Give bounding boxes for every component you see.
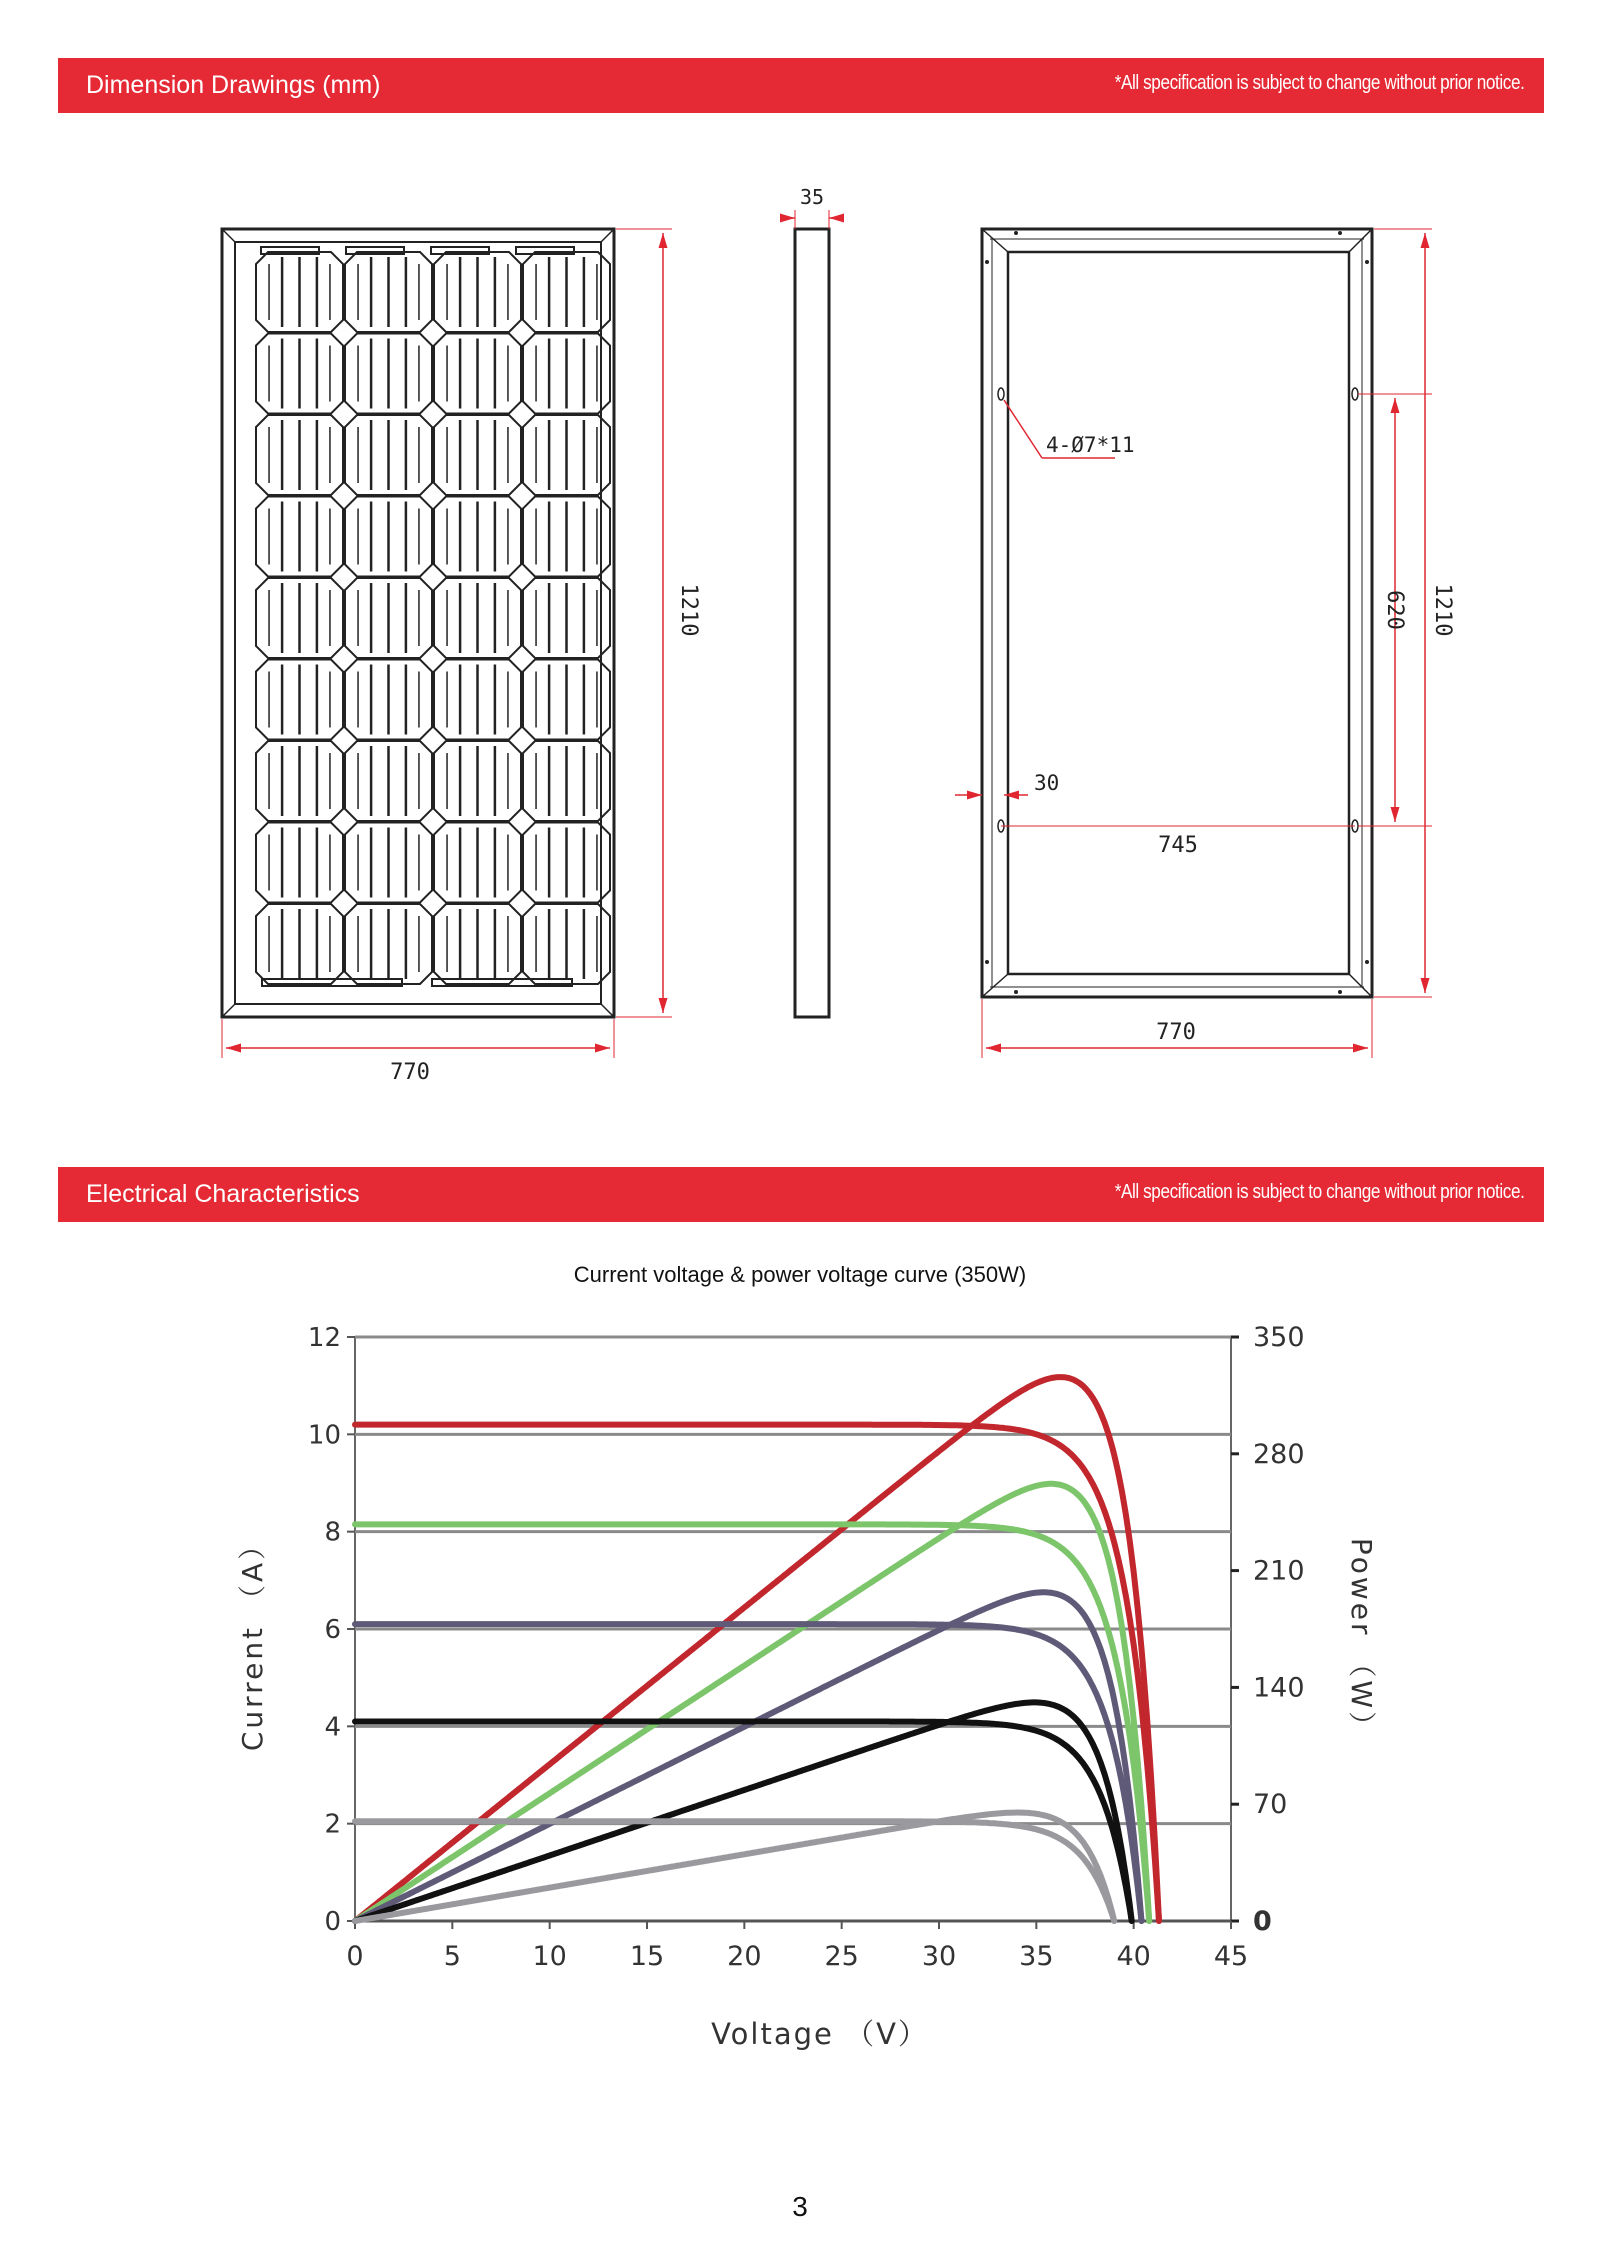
back-height-label: 1210 [1430, 583, 1455, 637]
y2-tick-label: 70 [1253, 1789, 1288, 1821]
pv-curve [355, 1592, 1142, 1921]
x-tick-label: 10 [532, 1941, 567, 1972]
x-tick-label: 40 [1116, 1941, 1151, 1972]
back-width-label: 770 [1156, 1020, 1196, 1045]
back-dimensions [955, 229, 1455, 1058]
iv-pv-chart [236, 1322, 1378, 2051]
side-view-drawing [780, 185, 844, 1017]
y-tick-label: 0 [324, 1907, 341, 1937]
front-height-label: 1210 [676, 583, 701, 637]
chart-title: Current voltage & power voltage curve (350W) [573, 1262, 1027, 1287]
mounting-hole [1352, 388, 1358, 400]
x-tick-label: 25 [824, 1941, 859, 1972]
front-width-label: 770 [390, 1060, 430, 1085]
solar-cell-grid [256, 247, 610, 986]
section-notice: *All specification is subject to change without prior notice. [1114, 1181, 1524, 1203]
front-width-dimension [222, 1019, 614, 1085]
y-tick-label: 12 [307, 1323, 341, 1353]
y2-tick-label: 350 [1253, 1322, 1305, 1353]
front-view-drawing [222, 229, 614, 1017]
y-tick-label: 4 [324, 1712, 341, 1743]
y2-axis-label: Power （W） [1345, 1537, 1378, 1743]
x-tick-label: 20 [727, 1941, 762, 1972]
section-notice: *All specification is subject to change without prior notice. [1114, 72, 1524, 94]
x-tick-label: 5 [443, 1941, 461, 1972]
x-tick-label: 45 [1213, 1941, 1249, 1972]
hole-offset-label: 30 [1034, 771, 1060, 795]
side-thickness-label: 35 [799, 185, 825, 209]
x-tick-label: 15 [629, 1941, 665, 1972]
iv-curve [355, 1624, 1142, 1921]
y2-tick-label: 0 [1253, 1906, 1272, 1937]
y2-tick-label: 210 [1253, 1555, 1305, 1587]
iv-curve [355, 1821, 1114, 1921]
hole-spec-label: 4-Ø7*11 [1046, 433, 1135, 457]
iv-curve [355, 1425, 1159, 1921]
y-tick-label: 6 [324, 1615, 341, 1645]
y-tick-label: 2 [324, 1809, 341, 1840]
x-axis-label: Voltage （V） [711, 2017, 929, 2051]
mounting-hole [998, 388, 1004, 400]
chart-curves [355, 1377, 1159, 1921]
front-height-dimension [616, 229, 701, 1017]
hole-spacing-vertical-label: 620 [1382, 590, 1407, 630]
page-number: 3 [792, 2191, 808, 2222]
y-tick-label: 10 [307, 1420, 341, 1451]
x-tick-label: 35 [1019, 1941, 1054, 1972]
section-title: Dimension Drawings (mm) [86, 71, 381, 99]
y2-tick-label: 280 [1253, 1438, 1305, 1470]
y-axis-label: Current （A） [236, 1528, 269, 1752]
y-tick-label: 8 [324, 1517, 341, 1548]
y2-tick-label: 140 [1253, 1672, 1305, 1704]
hole-span-label: 745 [1158, 833, 1198, 858]
x-tick-label: 0 [346, 1941, 364, 1972]
x-tick-label: 30 [921, 1941, 957, 1972]
section-title: Electrical Characteristics [86, 1180, 360, 1208]
back-view-drawing [982, 229, 1372, 997]
